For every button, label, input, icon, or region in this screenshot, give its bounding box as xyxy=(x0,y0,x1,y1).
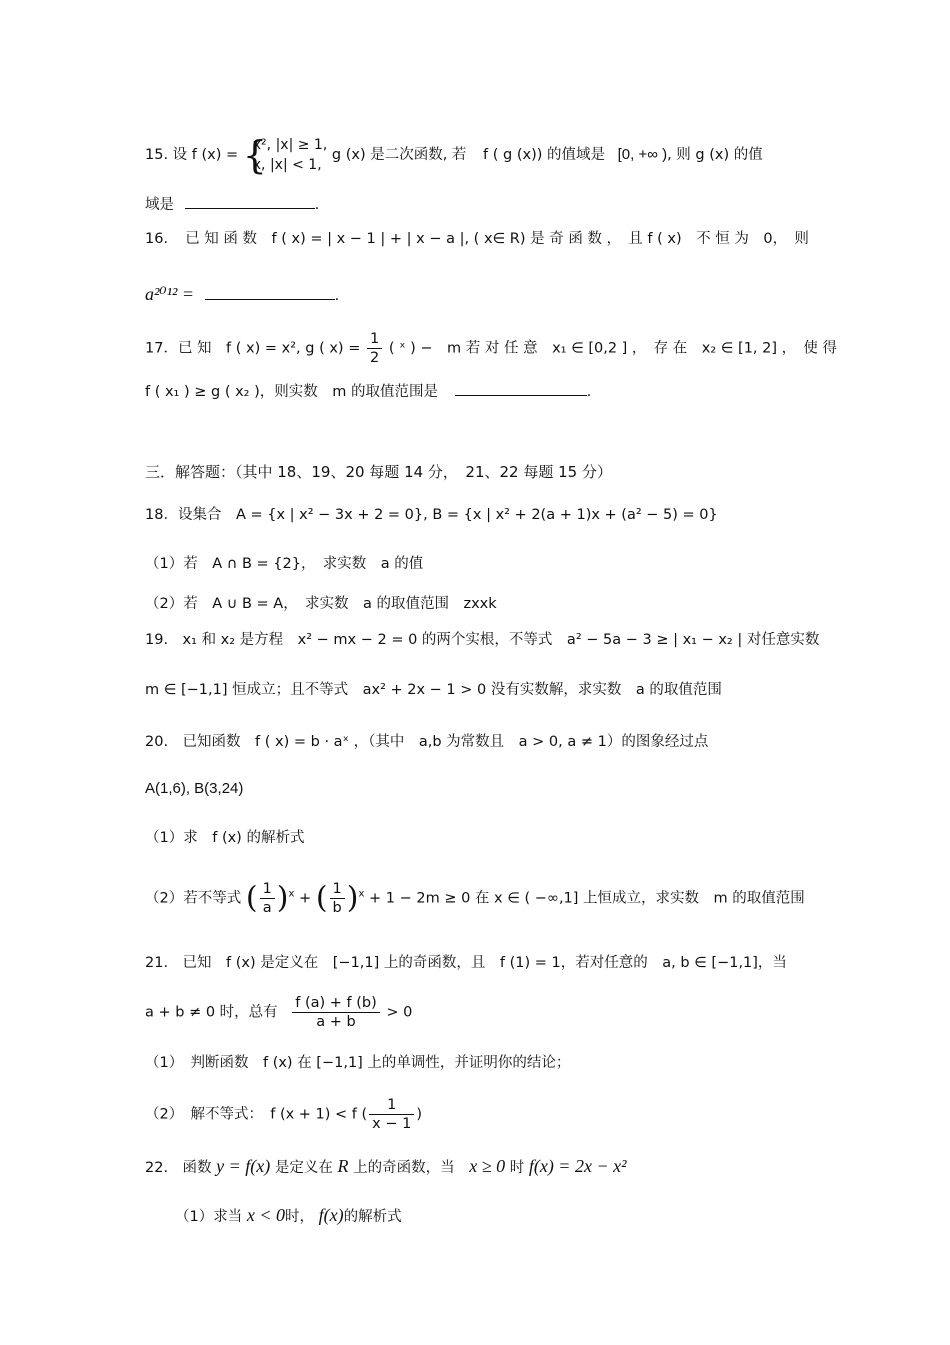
q18-stem: 18．设集合 A = {x | x² − 3x + 2 = 0}, B = {x | x² + 2(a + 1)x + (a² − 5) = 0} xyxy=(145,507,718,523)
answer-blank[interactable] xyxy=(185,207,315,209)
q21-line1: 21. 已知 f (x) 是定义在 [−1,1] 上的奇函数，且 f (1) = 1，若对任意的 a, b ∈ [−1,1]，当 xyxy=(145,955,787,971)
q17-line2: f ( x₁ ) ≥ g ( x₂ )，则实数 m 的取值范围是 . xyxy=(145,384,592,400)
q20-frac-a: $\frac{1}{a}$ xyxy=(260,880,275,917)
q18-part2: （2）若 A ∪ B = A， 求实数 a 的取值范围 zxxk xyxy=(145,596,497,612)
q15-line2: 域是 . xyxy=(145,197,320,213)
answer-blank[interactable] xyxy=(455,394,587,396)
answer-blank[interactable] xyxy=(205,298,335,300)
q20-part1: （1）求 f (x) 的解析式 xyxy=(145,830,305,846)
q17-fraction: $\frac{1}{2}$ xyxy=(367,330,382,367)
q16-line1: 16． 已 知 函 数 f ( x) = | x − 1 | + | x − a |, ( x∈ R) 是 奇 函 数 ， 且 f ( x) 不 恒 为 0， 则 xyxy=(145,231,809,247)
q18-part1: （1）若 A ∩ B = {2}， 求实数 a 的值 xyxy=(145,556,424,572)
q16-line2: a²⁰¹² = . xyxy=(145,284,340,304)
q21-fraction: $\frac{f (a) + f (b)}{a + b}$ xyxy=(292,994,380,1031)
q21-line2: a + b ≠ 0 时，总有 $\frac{f (a) + f (b)}{a + b}$ > 0 xyxy=(145,995,413,1030)
q22-stem: 22. 函数 y = f(x) 是定义在 R 上的奇函数，当 x ≥ 0 时 f(x) = 2x − x² xyxy=(145,1156,627,1176)
q20-line2: A(1,6), B(3,24) xyxy=(145,780,244,797)
q20-line1: 20. 已知函数 f ( x) = b · aˣ ，（其中 a,b 为常数且 a > 0, a ≠ 1）的图象经过点 xyxy=(145,734,709,750)
q15-piecewise: { x², |x| ≥ 1, x, |x| < 1, xyxy=(242,133,328,177)
q19-line1: 19. x₁ 和 x₂ 是方程 x² − mx − 2 = 0 的两个实根，不等式 a² − 5a − 3 ≥ | x₁ − x₂ | 对任意实数 xyxy=(145,632,820,648)
q20-frac-b: $\frac{1}{b}$ xyxy=(330,880,345,917)
section-header: 三．解答题：（其中 18、19、20 每题 14 分， 21、22 每题 15 分） xyxy=(145,463,612,481)
q17-line1: 17．已 知 f ( x) = x², g ( x) = $\frac{1}{2}$ ( ˣ ) − m 若 对 任 意 x₁ ∈ [0,2 ] ， 存 在 x₂ ∈ [1, 2] ， 使 得 xyxy=(145,331,837,366)
q21-part1: （1） 判断函数 f (x) 在 [−1,1] 上的单调性，并证明你的结论； xyxy=(145,1055,571,1071)
q15-line1: 15. 设 f (x) = { x², |x| ≥ 1, x, |x| < 1, g (x) 是二次函数, 若 f ( g (x)) 的值域是 [0, +∞ ), 则 g (x) 的值 xyxy=(145,133,763,177)
q21-part2: （2） 解不等式： f (x + 1) < f ( $\frac{1}{x - 1}$ ) xyxy=(145,1097,423,1132)
q21-ineq-fraction: $\frac{1}{x - 1}$ xyxy=(369,1096,414,1133)
q15-number: 15. 设 f (x) = xyxy=(145,147,239,163)
q19-line2: m ∈ [−1,1] 恒成立；且不等式 ax² + 2x − 1 > 0 没有实数解，求实数 a 的取值范围 xyxy=(145,682,722,698)
q22-part1: （1）求当 x < 0时， f(x)的解析式 xyxy=(175,1205,402,1225)
q20-part2: （2）若不等式 ( $\frac{1}{a}$ )$^x$ + ( $\frac{1}{b}$ )$^x$ + 1 − 2m ≥ 0 在 x ∈ ( −∞,1] 上恒成立，求实数 m 的取值范围 xyxy=(145,880,805,916)
